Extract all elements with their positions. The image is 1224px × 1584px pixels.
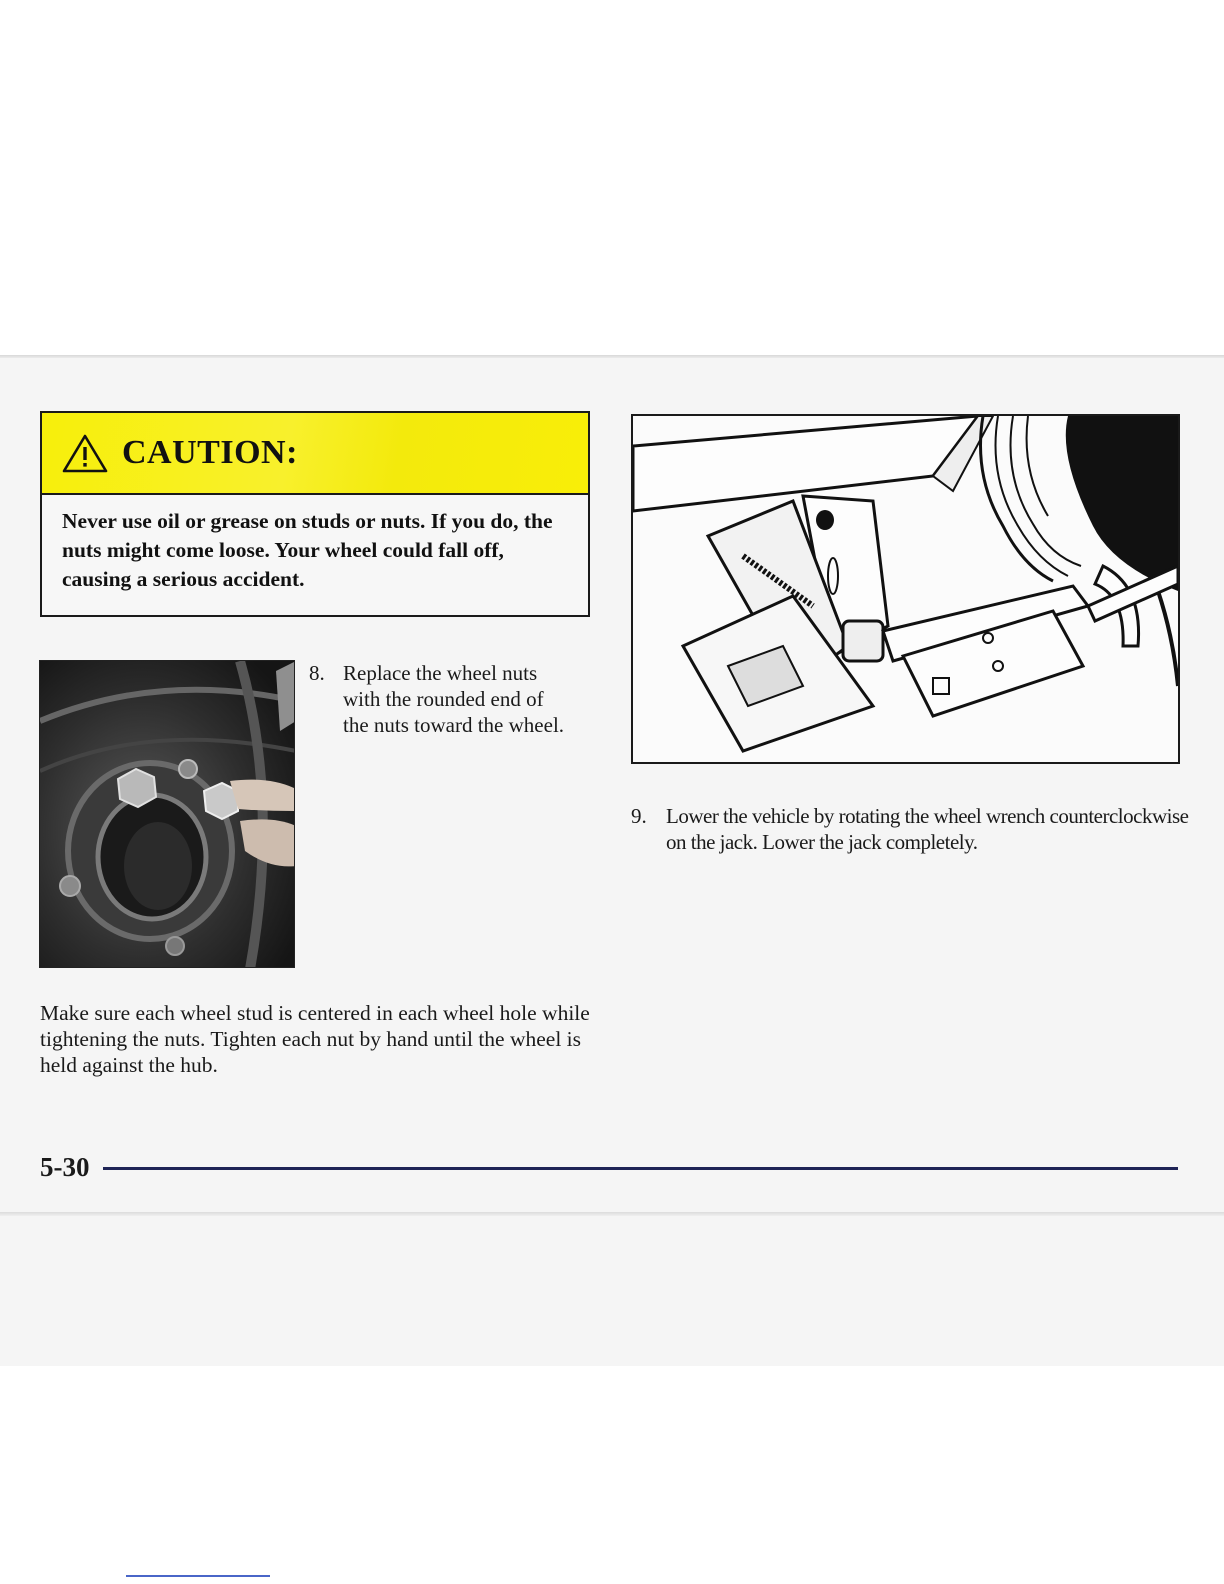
jack-illustration	[631, 414, 1180, 764]
caution-text: Never use oil or grease on studs or nuts. If you do, the nuts might come loose. Your wheel could fall off, causing a serious accident.	[62, 509, 553, 591]
step-8-text: Replace the wheel nuts with the rounded end of the nuts toward the wheel.	[343, 661, 565, 737]
caution-box	[40, 411, 590, 617]
sheet-bottom-edge	[0, 1212, 1224, 1216]
tightening-paragraph: Make sure each wheel stud is centered in each wheel hole while tightening the nuts. Tighten each nut by hand until the wheel is held against the hub.	[40, 1001, 590, 1077]
step-8-number: 8.	[309, 661, 325, 685]
warning-triangle-icon	[62, 433, 108, 473]
page-number: 5-30	[40, 1152, 90, 1182]
step-9-text: Lower the vehicle by rotating the wheel wrench counterclockwise on the jack. Lower the jack completely.	[666, 804, 1189, 854]
step-8	[309, 660, 569, 770]
footer-rule	[103, 1167, 1178, 1170]
caution-title: CAUTION:	[122, 434, 298, 471]
decorative-underline	[126, 1575, 270, 1577]
caution-header	[42, 413, 588, 495]
step-9-number: 9.	[631, 804, 647, 828]
step-9	[631, 803, 1191, 863]
sheet-top-edge	[0, 355, 1224, 358]
wheel-nut-photo	[39, 660, 295, 968]
